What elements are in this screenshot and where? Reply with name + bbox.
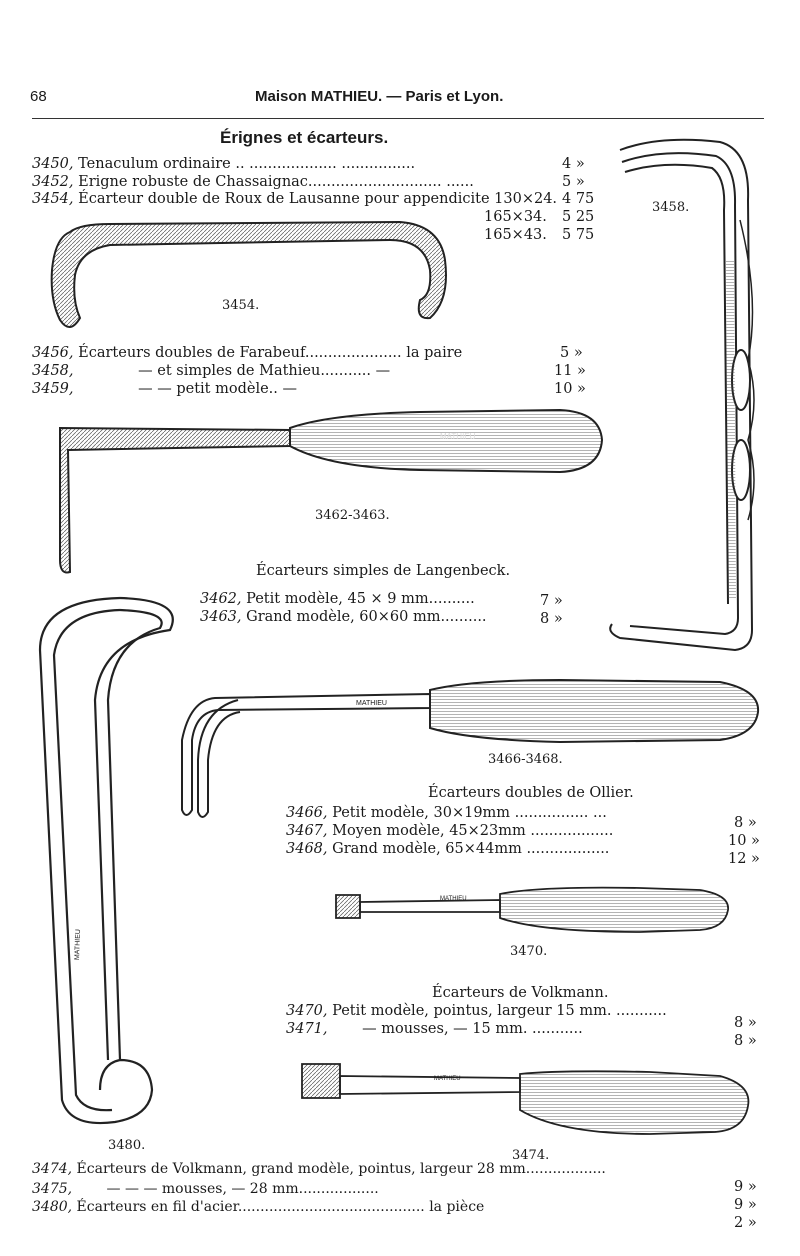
figure-caption: 3474. [512, 1148, 550, 1163]
engraved-mark: MATHIEU [434, 1076, 461, 1082]
item-price: 5 25 [562, 209, 595, 225]
engraved-mark: MATHIEU [440, 432, 476, 441]
item-size: 165×43. [484, 227, 547, 243]
item-number: 3466, [286, 805, 328, 821]
item-price: 2 » [734, 1215, 757, 1231]
group-title: Écarteurs de Volkmann. [432, 985, 609, 1001]
catalog-entry [32, 173, 612, 191]
item-number: 3471, [286, 1021, 328, 1037]
figure-caption: 3466-3468. [488, 752, 563, 767]
section-title: Érignes et écarteurs. [220, 128, 389, 147]
item-price: 7 » [540, 593, 563, 609]
catalog-entry [286, 1020, 583, 1038]
item-number: 3463, [200, 609, 242, 625]
catalog-entry [32, 155, 612, 173]
retractor-3458-illustration [610, 140, 754, 650]
figure-caption: 3470. [510, 944, 548, 959]
engraved-mark: MATHIEU [440, 896, 467, 902]
catalog-entry [32, 1160, 606, 1178]
item-text: — et simples de Mathieu........... — [138, 363, 391, 379]
item-number: 3454, [32, 191, 74, 207]
catalog-entry [286, 822, 613, 840]
item-number: 3462, [200, 591, 242, 607]
item-number: 3452, [32, 174, 74, 190]
item-number: 3468, [286, 841, 328, 857]
header-rule [32, 118, 764, 119]
item-price: 5 » [562, 174, 585, 190]
item-text: Grand modèle, 65×44mm .................. [332, 841, 610, 857]
item-text: — mousses, — 15 mm. ........... [362, 1021, 583, 1037]
group-title: Écarteurs simples de Langenbeck. [256, 563, 511, 579]
item-number: 3474, [32, 1161, 73, 1177]
item-number: 3467, [286, 823, 328, 839]
item-text: Petit modèle, 30×19mm ................ ... [332, 805, 607, 821]
item-price: 10 » [554, 381, 586, 397]
item-price: 5 75 [562, 227, 595, 243]
item-text: Petit modèle, pointus, largeur 15 mm. ........... [332, 1003, 667, 1019]
figure-caption: 3480. [108, 1138, 146, 1153]
catalog-entry [32, 1198, 484, 1216]
item-price: 9 » [734, 1179, 757, 1195]
catalog-entry [200, 590, 475, 608]
catalog-entry [32, 362, 390, 380]
item-price: 12 » [728, 851, 760, 867]
catalog-entry [32, 380, 297, 398]
item-price: 5 » [560, 345, 583, 361]
item-number: 3450, [32, 156, 74, 172]
item-price: 8 » [734, 1015, 757, 1031]
item-number: 3458, [32, 363, 74, 379]
catalog-entry [32, 190, 557, 208]
item-number: 3456, [32, 345, 74, 361]
item-text: Écarteur double de Roux de Lausanne pour appendicite 130×24. [78, 191, 558, 207]
item-number: 3459, [32, 381, 74, 397]
item-price: 4 » [562, 156, 585, 172]
item-text: Écarteurs doubles de Farabeuf..................... la paire [78, 345, 463, 361]
item-text: Écarteurs en fil d'acier.......................................... la pièce [76, 1199, 485, 1215]
catalog-entry [32, 344, 462, 362]
engraved-mark: MATHIEU [356, 700, 387, 707]
item-price: 4 75 [562, 191, 595, 207]
catalog-entry [286, 840, 609, 858]
item-price: 8 » [540, 611, 563, 627]
figure-caption: 3458. [652, 200, 690, 215]
item-number: 3480, [32, 1199, 73, 1215]
figure-caption: 3462-3463. [315, 508, 390, 523]
item-price: 10 » [728, 833, 760, 849]
figure-caption: 3454. [222, 298, 260, 313]
catalog-entry [32, 1180, 379, 1198]
item-text: Moyen modèle, 45×23mm .................. [332, 823, 614, 839]
item-text: Écarteurs de Volkmann, grand modèle, pointus, largeur 28 mm.................. [76, 1161, 606, 1177]
item-text: — — petit modèle.. — [138, 381, 297, 397]
catalog-entry [200, 608, 487, 626]
item-text: Petit modèle, 45 × 9 mm.......... [246, 591, 475, 607]
page-header-title: Maison MATHIEU. — Paris et Lyon. [255, 88, 504, 105]
item-size: 165×34. [484, 209, 547, 225]
item-text: — — — mousses, — 28 mm.................. [106, 1181, 379, 1197]
group-title: Écarteurs doubles de Ollier. [428, 785, 634, 801]
page-number: 68 [30, 88, 47, 105]
retractor-3480-illustration [40, 598, 173, 1123]
retractor-3470-illustration [336, 888, 728, 932]
item-number: 3470, [286, 1003, 328, 1019]
item-price: 9 » [734, 1197, 757, 1213]
item-number: 3475, [32, 1181, 73, 1197]
item-text: Erigne robuste de Chassaignac............................. ...... [78, 174, 474, 190]
item-price: 8 » [734, 1033, 757, 1049]
item-price: 11 » [554, 363, 586, 379]
item-text: Grand modèle, 60×60 mm.......... [246, 609, 487, 625]
engraved-mark: MATHIEU [74, 929, 83, 961]
retractor-3474-illustration [302, 1064, 748, 1134]
retractor-3462-illustration [60, 410, 602, 573]
item-price: 8 » [734, 815, 757, 831]
catalog-entry [286, 804, 607, 822]
catalog-entry [286, 1002, 667, 1020]
item-text: Tenaculum ordinaire .. ................... ................ [78, 156, 416, 172]
